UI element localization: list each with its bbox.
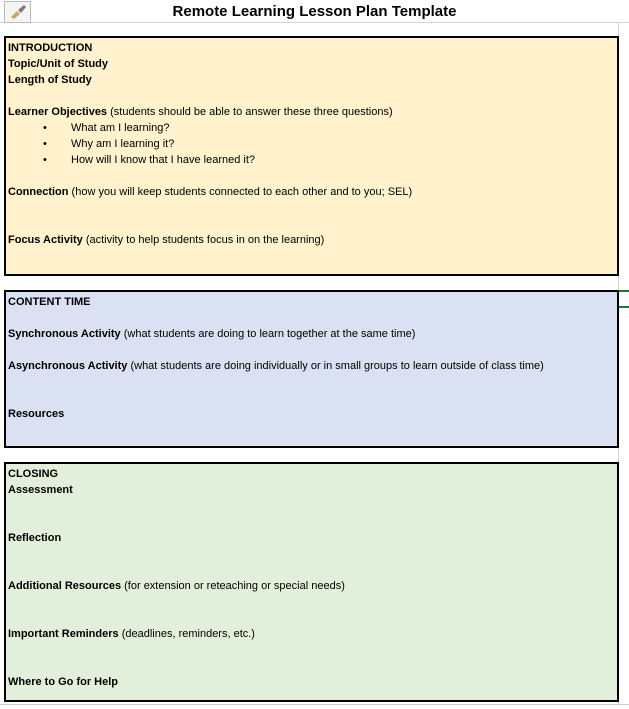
async-note: (what students are doing individually or in small groups to learn outside of class time)	[127, 360, 544, 372]
focus-label: Focus Activity	[8, 234, 83, 246]
sync-label: Synchronous Activity	[8, 328, 121, 340]
focus-note: (activity to help students focus in on the learning)	[82, 234, 325, 246]
sync-note: (what students are doing to learn together at the same time)	[120, 328, 416, 340]
list-item: • How will I know that I have learned it?	[43, 154, 256, 166]
additional-resources-note: (for extension or reteaching or special needs)	[121, 580, 345, 592]
list-item: • Why am I learning it?	[43, 138, 175, 150]
title-row[interactable]	[0, 0, 629, 23]
page-title: Remote Learning Lesson Plan Template	[172, 3, 457, 20]
sheet-tab-bar[interactable]	[0, 704, 629, 709]
async-label: Asynchronous Activity	[8, 360, 128, 372]
topic-label: Topic/Unit of Study	[8, 58, 109, 70]
content-section[interactable]	[4, 290, 619, 448]
closing-section[interactable]	[4, 462, 619, 702]
connection-note: (how you will keep students connected to each other and to you; SEL)	[68, 186, 413, 198]
reminders-note: (deadlines, reminders, etc.)	[118, 628, 255, 640]
objectives-note: (students should be able to answer these three questions)	[107, 106, 393, 118]
sheet-gridlines	[619, 0, 629, 708]
list-item: • What am I learning?	[43, 122, 170, 134]
closing-heading: CLOSING	[8, 468, 59, 480]
length-label: Length of Study	[8, 74, 92, 86]
additional-resources-label: Additional Resources	[8, 580, 122, 592]
reminders-label: Important Reminders	[8, 628, 119, 640]
selected-cell[interactable]	[619, 290, 629, 308]
objectives-label: Learner Objectives	[8, 106, 108, 118]
assessment-label: Assessment	[8, 484, 73, 496]
resources-label: Resources	[8, 408, 65, 420]
connection-label: Connection	[8, 186, 69, 198]
content-heading: CONTENT TIME	[8, 296, 91, 308]
introduction-section[interactable]	[4, 36, 619, 276]
reflection-label: Reflection	[8, 532, 62, 544]
help-label: Where to Go for Help	[8, 676, 118, 688]
intro-heading: INTRODUCTION	[8, 42, 93, 54]
